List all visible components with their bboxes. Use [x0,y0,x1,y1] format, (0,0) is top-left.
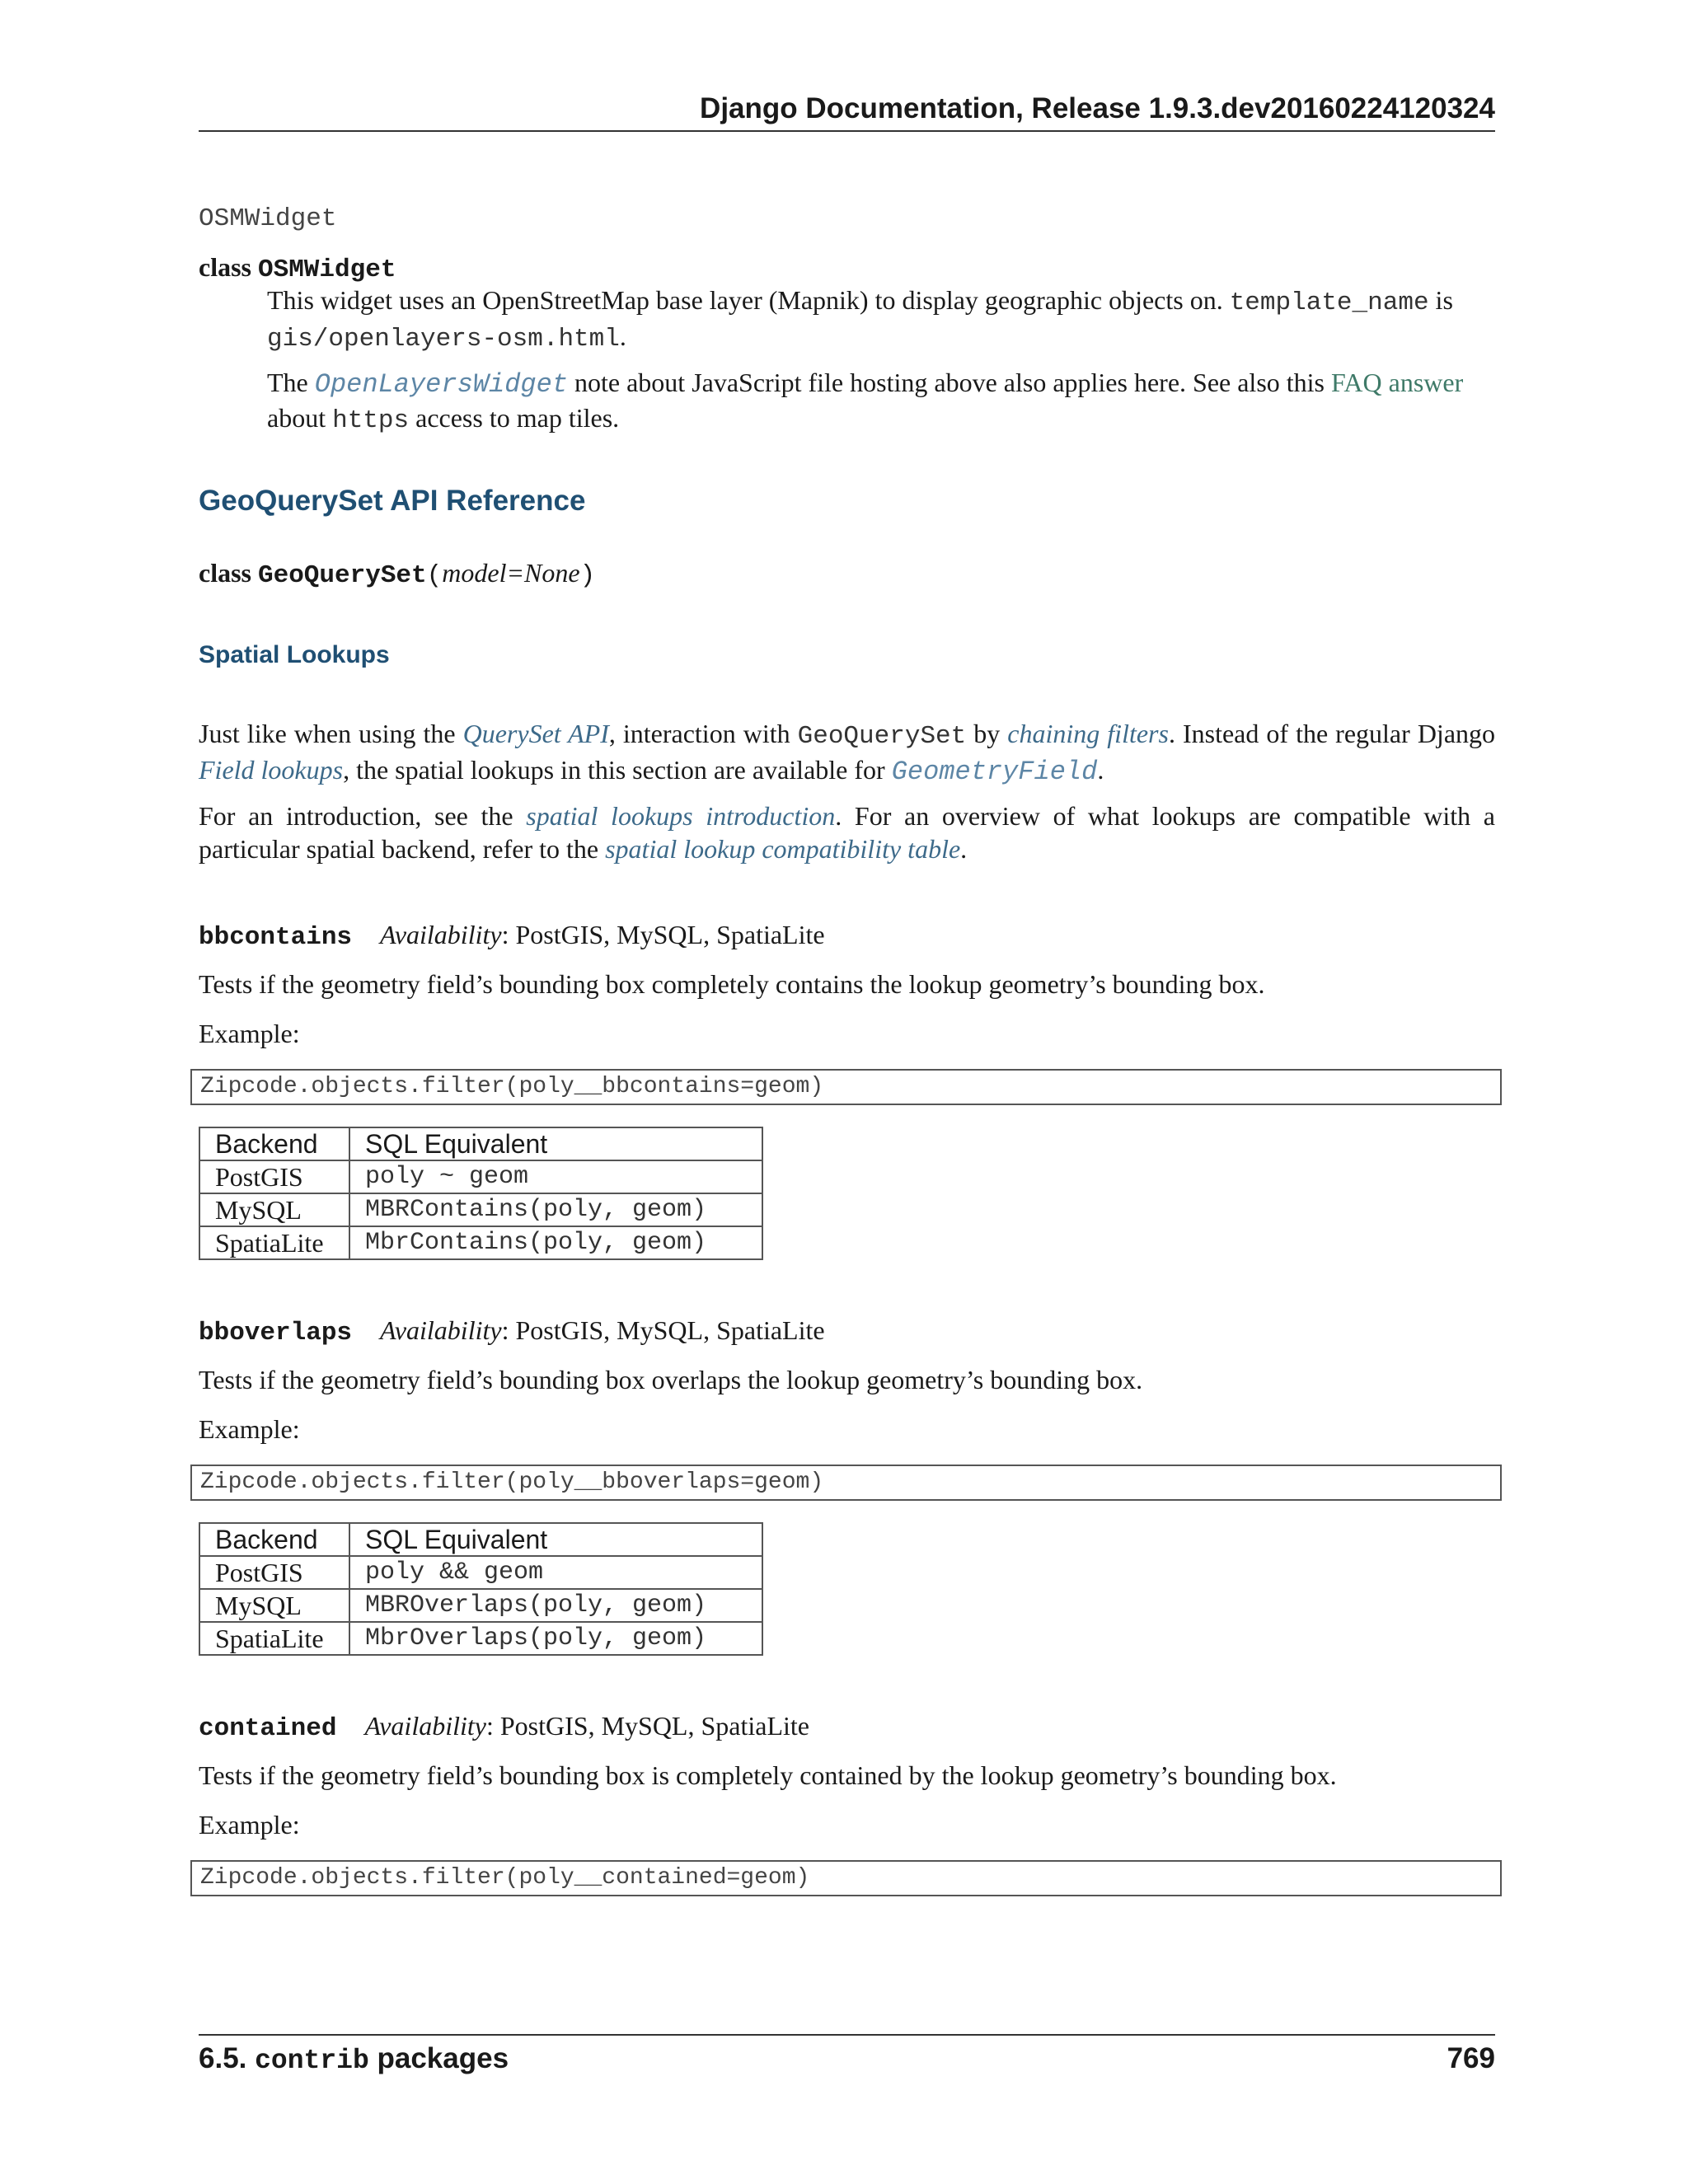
table-row [199,1556,762,1589]
table-cell-backend: SpatiaLite [199,1226,349,1259]
text: . [619,321,626,351]
table-header-sql: SQL Equivalent [349,1523,762,1556]
contained-description: Tests if the geometry field’s bounding box is completely contained by the lookup geometry’s bounding box. [199,1760,1337,1790]
table-cell-backend: SpatiaLite [199,1622,349,1655]
bbcontains-description: Tests if the geometry field’s bounding box completely contains the lookup geometry’s bounding box. [199,969,1265,999]
availability-label: Availability [380,920,502,949]
footer-section-text: packages [377,2042,509,2074]
text: , the spatial lookups in this section are available for [343,755,885,785]
text: about [267,403,326,433]
bbcontains-code-block: Zipcode.objects.filter(poly__bbcontains=geom) [190,1069,1502,1105]
table-cell-sql: MBRContains(poly, geom) [349,1193,762,1226]
table-row [199,1226,762,1259]
availability-value: : PostGIS, MySQL, SpatiaLite [485,1711,809,1741]
bboverlaps-example-label: Example: [199,1414,300,1444]
table-row [199,1622,762,1655]
page-header-title: Django Documentation, Release 1.9.3.dev20160224120324 [700,92,1495,124]
geoqueryset-api-heading: GeoQuerySet API Reference [199,485,586,517]
code-template-name: template_name [1229,288,1429,317]
spatial-lookups-overview [199,799,1495,865]
text: . Instead of the regular [1168,719,1410,748]
class-keyword: class [199,558,251,588]
osmwidget-label: OSMWidget [199,204,337,233]
paren: ) [579,561,596,590]
geoqueryset-class-signature [199,556,595,593]
queryset-api-link[interactable]: QuerySet API [462,719,609,748]
text: For an introduction, see the [199,801,513,831]
bboverlaps-name: bboverlaps [199,1319,353,1347]
footer-section-number: 6.5. [199,2042,247,2074]
bbcontains-example-label: Example: [199,1019,300,1048]
bbcontains-name: bbcontains [199,923,353,952]
text: by [973,719,1001,748]
geoqueryset-class-name: GeoQuerySet [258,561,427,590]
table-row [199,1160,762,1193]
contained-code-block: Zipcode.objects.filter(poly__contained=geom) [190,1860,1502,1896]
table-row [199,1589,762,1622]
class-keyword: class [199,252,251,282]
osmwidget-note [267,366,1495,438]
bbcontains-table [199,1127,763,1260]
footer-page-number: 769 [1447,2042,1495,2074]
text: access to map tiles. [415,403,620,433]
table-header-row [199,1127,762,1160]
code-geoqueryset: GeoQuerySet [797,722,967,751]
text: note about JavaScript file hosting above also applies here. See also this [574,368,1325,397]
availability-label: Availability [364,1711,486,1741]
table-cell-sql: poly && geom [349,1556,762,1589]
table-cell-backend: MySQL [199,1193,349,1226]
text: This widget uses an OpenStreetMap base layer (Mapnik) to display geographic objects on. [267,285,1223,315]
bboverlaps-signature [199,1314,825,1350]
text: Just like when using the [199,719,456,748]
openlayerswidget-link[interactable]: OpenLayersWidget [314,369,568,400]
table-cell-backend: PostGIS [199,1160,349,1193]
footer-section [199,2042,509,2076]
osmwidget-class-name: OSMWidget [258,255,396,284]
text: The [267,368,308,397]
table-header-backend: Backend [199,1127,349,1160]
availability-label: Availability [380,1315,502,1345]
contained-example-label: Example: [199,1810,300,1840]
spatial-lookups-intro [199,717,1495,789]
contained-name: contained [199,1714,337,1743]
geometryfield-link[interactable]: GeometryField [891,757,1098,787]
field-lookups-link[interactable]: Field lookups [199,755,344,785]
bboverlaps-description: Tests if the geometry field’s bounding box overlaps the lookup geometry’s bounding box. [199,1365,1143,1394]
text: , interaction with [608,719,790,748]
faq-answer-link[interactable]: FAQ answer [1331,368,1464,397]
text: particular spatial backend, refer to the [199,834,599,864]
table-cell-sql: MbrOverlaps(poly, geom) [349,1622,762,1655]
code-template-path: gis/openlayers-osm.html [267,325,620,354]
table-cell-sql: poly ~ geom [349,1160,762,1193]
table-cell-backend: MySQL [199,1589,349,1622]
spatial-lookup-compatibility-table-link[interactable]: spatial lookup compatibility table [605,834,961,864]
chaining-filters-link[interactable]: chaining filters [1007,719,1169,748]
paren: ( [426,561,443,590]
code-https: https [332,406,410,435]
table-cell-sql: MbrContains(poly, geom) [349,1226,762,1259]
footer-rule [199,2034,1495,2036]
contained-signature [199,1709,809,1746]
bbcontains-signature [199,918,825,954]
osmwidget-description [267,284,1495,356]
table-header-backend: Backend [199,1523,349,1556]
table-cell-backend: PostGIS [199,1556,349,1589]
text: . [1097,755,1104,785]
availability-value: : PostGIS, MySQL, SpatiaLite [501,1315,825,1345]
header-rule [199,130,1495,132]
bboverlaps-code-block: Zipcode.objects.filter(poly__bboverlaps=geom) [190,1465,1502,1501]
spatial-lookups-heading: Spatial Lookups [199,641,390,668]
osmwidget-class-signature [199,251,396,287]
footer-section-code: contrib [255,2046,369,2076]
spatial-lookups-introduction-link[interactable]: spatial lookups introduction [526,801,836,831]
text: is [1435,285,1453,315]
table-row [199,1193,762,1226]
text: . [960,834,968,864]
geoqueryset-param: model=None [442,558,580,588]
text: . For an overview of what lookups are compatible with a [835,801,1496,831]
text: Django [1417,719,1496,748]
table-header-sql: SQL Equivalent [349,1127,762,1160]
bboverlaps-table [199,1522,763,1656]
availability-value: : PostGIS, MySQL, SpatiaLite [501,920,825,949]
table-header-row [199,1523,762,1556]
table-cell-sql: MBROverlaps(poly, geom) [349,1589,762,1622]
